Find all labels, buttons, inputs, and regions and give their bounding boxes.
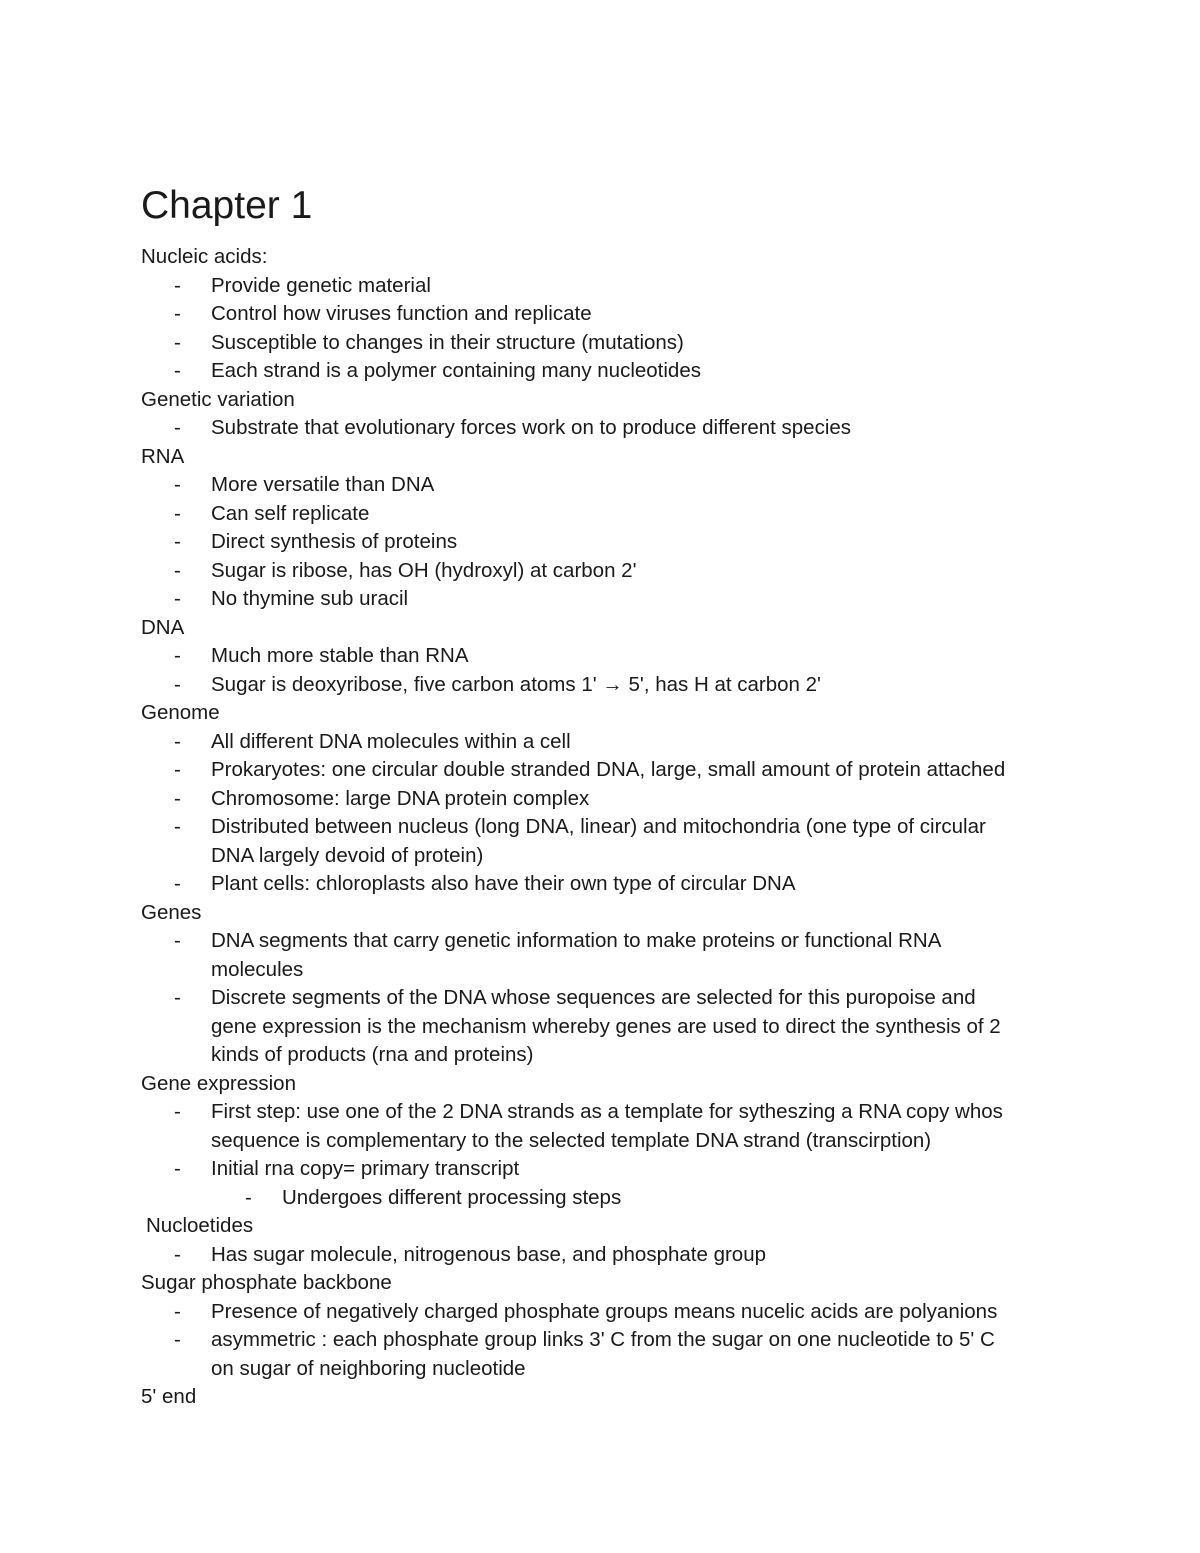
bullet-text: Direct synthesis of proteins: [211, 530, 458, 553]
bullet-text: Undergoes different processing steps: [282, 1185, 622, 1209]
bullet-dash: -: [174, 416, 181, 439]
section-heading: Genes: [141, 900, 202, 924]
bullet-item: [141, 557, 1101, 586]
bullet-dash: -: [174, 815, 181, 838]
bullet-item-continuation: [141, 842, 1101, 871]
bullet-item: [141, 1184, 1101, 1213]
section-heading: 5' end: [141, 1385, 197, 1408]
bullet-item: [141, 870, 1101, 899]
bullet-item: [141, 329, 1101, 358]
bullet-text: gene expression is the mechanism whereby genes are used to direct the synthesis of 2: [211, 1014, 1001, 1038]
bullet-text: Initial rna copy= primary transcript: [211, 1157, 520, 1180]
section-heading: Sugar phosphate backbone: [141, 1271, 392, 1294]
bullet-text: on sugar of neighboring nucleotide: [211, 1356, 526, 1380]
bullet-item: [141, 272, 1101, 301]
bullet-item-continuation: [141, 1127, 1101, 1156]
section-heading: Nucleic acids:: [141, 245, 268, 268]
bullet-text: sequence is complementary to the selected template DNA strand (transcirption): [211, 1128, 932, 1152]
page-title: Chapter 1: [141, 184, 313, 227]
section: [141, 386, 1101, 443]
bullet-text: Chromosome: large DNA protein complex: [211, 786, 590, 810]
bullet-dash: -: [174, 872, 181, 895]
section: [141, 699, 1101, 899]
section-heading: Gene expression: [141, 1071, 296, 1095]
bullet-item: [141, 756, 1101, 785]
bullet-item-continuation: [141, 956, 1101, 985]
bullet-item: [141, 528, 1101, 557]
bullet-dash: -: [245, 1185, 252, 1209]
bullet-text: Presence of negatively charged phosphate groups means nucelic acids are polyanions: [211, 1299, 998, 1323]
bullet-item: [141, 414, 1101, 443]
bullet-item: [141, 728, 1101, 757]
bullet-dash: -: [174, 729, 181, 753]
bullet-item: [141, 357, 1101, 386]
section: [141, 899, 1101, 1070]
bullet-text: Susceptible to changes in their structure (mutations): [211, 330, 684, 354]
bullet-item: [141, 813, 1101, 842]
bullet-text: Distributed between nucleus (long DNA, linear) and mitochondria (one type of circular: [211, 815, 986, 838]
bullet-dash: -: [174, 786, 181, 810]
section-heading: DNA: [141, 615, 185, 639]
bullet-text: Has sugar molecule, nitrogenous base, and phosphate group: [211, 1242, 767, 1266]
bullet-text: More versatile than DNA: [211, 473, 435, 496]
section: [141, 1070, 1101, 1213]
bullet-text: Much more stable than RNA: [211, 644, 469, 667]
bullet-text: Each strand is a polymer containing many nucleotides: [211, 359, 701, 382]
section: [141, 1212, 1101, 1269]
bullet-text: Sugar is ribose, has OH (hydroxyl) at carbon 2': [211, 558, 637, 582]
bullet-item: [141, 984, 1101, 1013]
section-heading: Genome: [141, 701, 220, 724]
bullet-dash: -: [174, 672, 181, 696]
notes-body: [141, 243, 1101, 1412]
bullet-item: [141, 1155, 1101, 1184]
bullet-item: [141, 642, 1101, 671]
bullet-text: Substrate that evolutionary forces work on to produce different species: [211, 416, 852, 439]
bullet-item: [141, 1241, 1101, 1270]
bullet-item: [141, 471, 1101, 500]
bullet-text: All different DNA molecules within a cell: [211, 729, 571, 753]
bullet-item: [141, 300, 1101, 329]
section: [141, 243, 1101, 386]
bullet-dash: -: [174, 530, 181, 553]
bullet-dash: -: [174, 1100, 181, 1123]
bullet-dash: -: [174, 473, 181, 496]
bullet-item-continuation: [141, 1013, 1101, 1042]
bullet-text: Discrete segments of the DNA whose sequences are selected for this puropoise and: [211, 986, 976, 1009]
bullet-dash: -: [174, 758, 181, 781]
bullet-text: First step: use one of the 2 DNA strands as a template for sytheszing a RNA copy whos: [211, 1100, 1003, 1123]
bullet-dash: -: [174, 1299, 181, 1323]
bullet-text: Provide genetic material: [211, 273, 431, 297]
bullet-item: [141, 500, 1101, 529]
bullet-text: Plant cells: chloroplasts also have their own type of circular DNA: [211, 872, 796, 895]
bullet-text: No thymine sub uracil: [211, 587, 409, 610]
bullet-item-continuation: [141, 1041, 1101, 1070]
bullet-dash: -: [174, 330, 181, 354]
bullet-text: Can self replicate: [211, 501, 370, 525]
bullet-text: Prokaryotes: one circular double stranded DNA, large, small amount of protein attached: [211, 758, 1006, 781]
section: [141, 1383, 1101, 1412]
bullet-dash: -: [174, 558, 181, 582]
section-heading: Nucloetides: [146, 1214, 254, 1237]
bullet-item: [141, 927, 1101, 956]
section: [141, 443, 1101, 614]
bullet-dash: -: [174, 273, 181, 297]
bullet-dash: -: [174, 929, 181, 952]
section-heading: RNA: [141, 444, 185, 468]
bullet-text: molecules: [211, 957, 304, 981]
bullet-text: asymmetric : each phosphate group links 3' C from the sugar on one nucleotide to 5' C: [211, 1328, 995, 1351]
bullet-dash: -: [174, 302, 181, 325]
bullet-text: Control how viruses function and replicate: [211, 302, 592, 325]
bullet-dash: -: [174, 644, 181, 667]
section: [141, 614, 1101, 700]
section-heading: Genetic variation: [141, 387, 295, 411]
bullet-dash: -: [174, 587, 181, 610]
bullet-dash: -: [174, 1157, 181, 1180]
bullet-item: [141, 1298, 1101, 1327]
bullet-item: [141, 785, 1101, 814]
bullet-dash: -: [174, 986, 181, 1009]
bullet-text: DNA segments that carry genetic information to make proteins or functional RNA: [211, 929, 942, 952]
bullet-dash: -: [174, 1242, 181, 1266]
bullet-text: DNA largely devoid of protein): [211, 843, 484, 867]
bullet-item: [141, 1098, 1101, 1127]
bullet-dash: -: [174, 1328, 181, 1351]
bullet-item: [141, 1326, 1101, 1355]
bullet-item: [141, 585, 1101, 614]
bullet-item-continuation: [141, 1355, 1101, 1384]
bullet-dash: -: [174, 501, 181, 525]
bullet-text: Sugar is deoxyribose, five carbon atoms 1' → 5', has H at carbon 2': [211, 672, 821, 696]
bullet-text: kinds of products (rna and proteins): [211, 1043, 534, 1066]
bullet-dash: -: [174, 359, 181, 382]
section: [141, 1269, 1101, 1383]
bullet-item: [141, 671, 1101, 700]
